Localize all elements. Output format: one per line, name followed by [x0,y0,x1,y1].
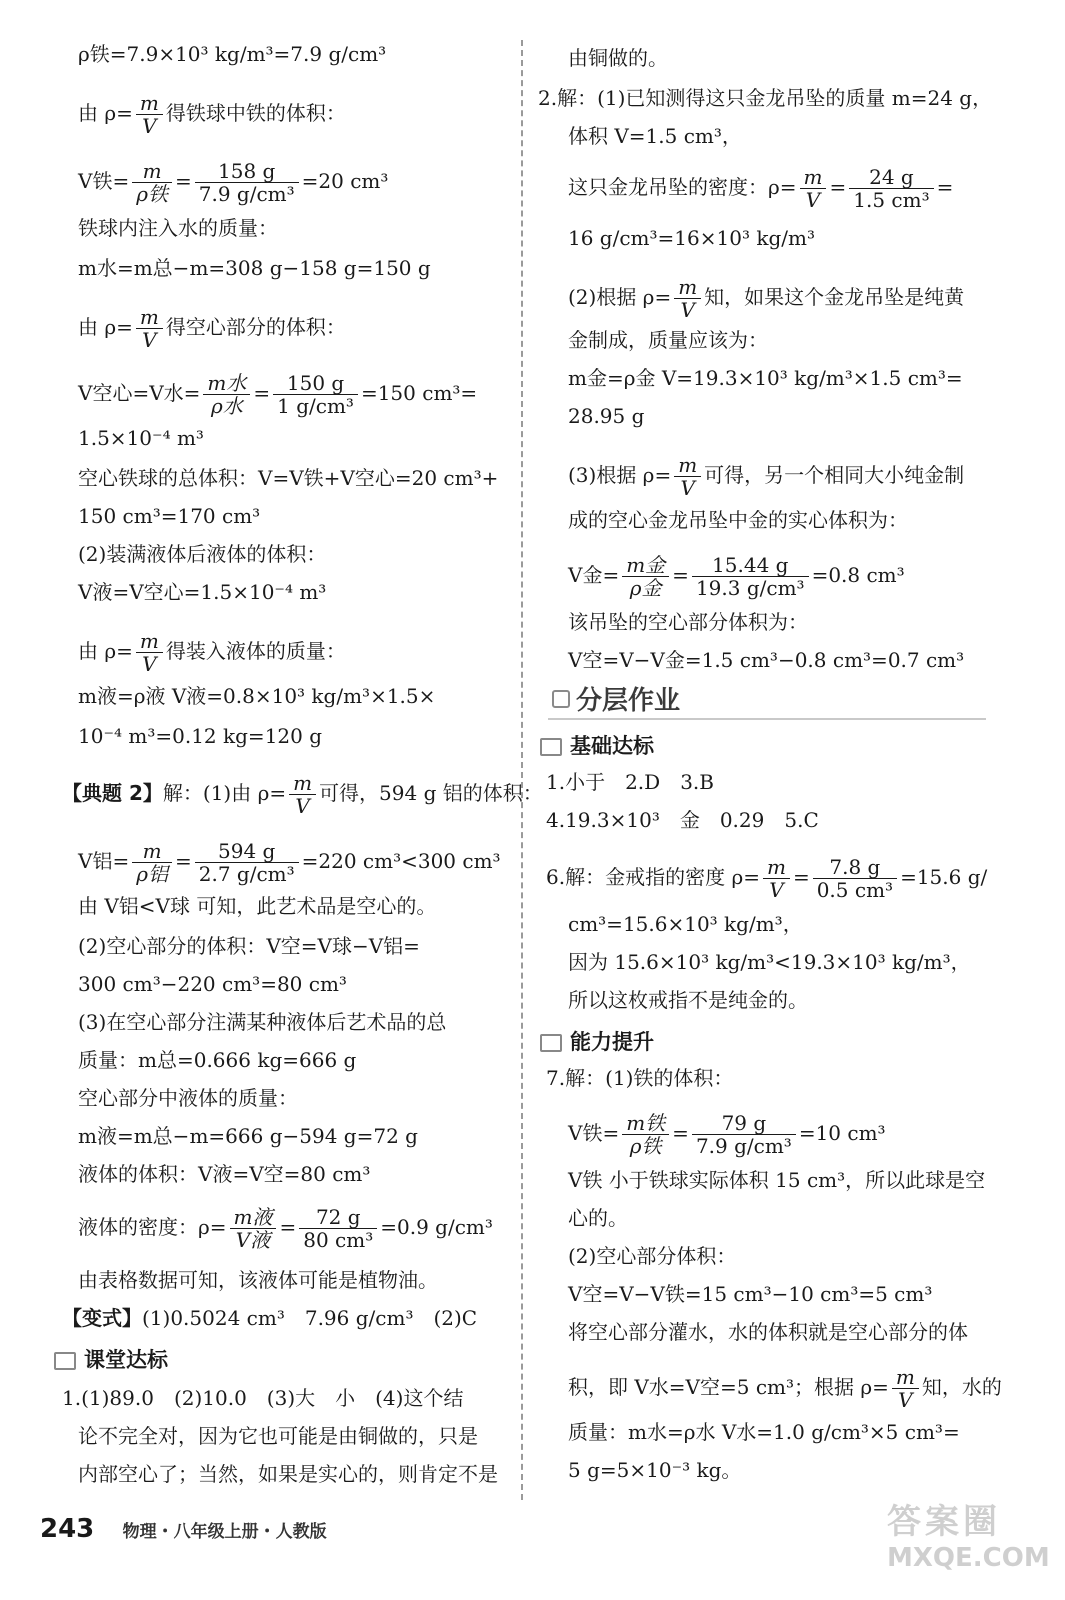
line-iron-volume: V铁= $\frac{m}{\text{ρ铁}}$ = $\frac{158 g}{\text{7.9 g/cm³}}$ =20 cm³ [78,159,389,206]
line-answers-4-5: 4.19.3×10³ 金 0.29 5.C [546,808,819,832]
line-part3: (3)在空心部分注满某种液体后艺术品的总 [78,1010,447,1034]
line-pendant-density-cont: 16 g/cm³=16×10³ kg/m³ [568,226,815,250]
line-answers-1-3: 1.小于 2.D 3.B [546,770,714,794]
line-hollow-part: (2)空心部分的体积：V空=V球−V铝= [78,934,420,958]
line-density-iron: ρ铁=7.9×10³ kg/m³=7.9 g/cm³ [78,42,387,66]
line-q7-water-mass-cont: 5 g=5×10⁻³ kg。 [568,1458,742,1482]
book-icon [54,1352,76,1370]
watermark-stamp: 答案圈 [887,1502,1001,1542]
line-ring-density-cont: cm³=15.6×10³ kg/m³， [568,912,803,936]
line-ring-compare: 因为 15.6×10³ kg/m³<19.3×10³ kg/m³， [568,950,971,974]
book-title: 物理・八年级上册・人教版 [122,1522,327,1542]
line-q1-cont1: 论不完全对，因为它也可能是由铜做的，只是 [78,1424,478,1448]
line-q7-hollow: 心的。 [568,1206,628,1230]
heading-basic: 基础达标 [540,730,654,760]
line-oil-conclusion: 由表格数据可知，该液体可能是植物油。 [78,1268,438,1292]
column-divider [521,40,523,1500]
line-water-mass: m水=m总−m=308 g−158 g=150 g [78,256,431,280]
line-variant: 【变式】(1)0.5024 cm³ 7.96 g/cm³ (2)C [62,1306,478,1330]
line-gold-mass-title: 金制成，质量应该为： [568,328,768,352]
heading-advanced: 能力提升 [540,1026,654,1056]
line-aluminum-volume: V铝= $\frac{m}{\text{ρ铝}}$ = $\frac{594 g}{\text{2.7 g/cm³}}$ =220 cm³<300 cm³ [78,839,501,886]
line-hollow-volume: V空心=V水= $\frac{\text{m水}}{\text{ρ水}}$ = $\frac{150 g}{\text{1 g/cm³}}$ =150 cm³= [78,371,478,418]
line-liquid-mass: m液=ρ液 V液=0.8×10³ kg/m³×1.5× [78,684,436,708]
fraction-rho-formula: $\frac{m}{V}$ [136,92,163,137]
line-by-formula-3: 由 ρ= $\frac{m}{V}$ 得装入液体的质量： [78,629,346,676]
line-hollow-pendant: V空=V−V金=1.5 cm³−0.8 cm³=0.7 cm³ [568,648,965,672]
line-q7-part2: (2)空心部分体积： [568,1244,737,1268]
line-water-mass-title: 铁球内注入水的质量： [78,216,278,240]
line-gold-volume: V金= $\frac{\text{m金}}{\text{ρ金}}$ = $\frac{15.44 g}{\text{19.3 g/cm³}}$ =0.8 cm³ [568,553,905,600]
line-q2-volume: 体积 V=1.5 cm³， [568,124,742,148]
line-q7-water: 将空心部分灌水，水的体积就是空心部分的体 [568,1320,968,1344]
line-total-mass: 质量：m总=0.666 kg=666 g [78,1048,357,1072]
line-q7-hollow-volume: V空=V−V铁=15 cm³−10 cm³=5 cm³ [568,1282,933,1306]
line-gold-mass: m金=ρ金 V=19.3×10³ kg/m³×1.5 cm³= [568,366,963,390]
line-liquid-volume-2: 液体的体积：V液=V空=80 cm³ [78,1162,371,1186]
section-title: 分层作业 [576,686,681,716]
line-gold-mass-cont: 28.95 g [568,404,645,428]
line-example2: 【典题 2】解：(1)由 ρ= $\frac{m}{V}$ 可得，594 g 铝的体积： [62,771,543,818]
page-footer [40,1514,327,1544]
line-q1: 1.(1)89.0 (2)10.0 (3)大 小 (4)这个结 [62,1386,464,1410]
line-total-volume-cont: 150 cm³=170 cm³ [78,504,261,528]
line-hollow-pendant-title: 该吊坠的空心部分体积为： [568,610,808,634]
line-q7-water-mass: 质量：m水=ρ水 V水=1.0 g/cm³×5 cm³= [568,1420,960,1444]
line-q7-iron-volume: V铁= $\frac{\text{m铁}}{\text{ρ铁}}$ = $\frac{79 g}{\text{7.9 g/cm³}}$ =10 cm³ [568,1111,886,1158]
line-liquid-mass-title: 空心部分中液体的质量： [78,1086,298,1110]
line-part2-title: (2)装满液体后液体的体积： [78,542,327,566]
line-q7-compare: V铁 小于铁球实际体积 15 cm³，所以此球是空 [568,1168,986,1192]
line-liquid-mass-cont: 10⁻⁴ m³=0.12 kg=120 g [78,724,323,748]
section-header [548,678,986,720]
watermark-logo [887,1494,1050,1586]
line-q1-cont2: 内部空心了；当然，如果是实心的，则肯定不是 [78,1462,498,1486]
line-q7: 7.解：(1)铁的体积： [546,1066,734,1090]
line-pendant-density: 这只金龙吊坠的密度：ρ= $\frac{m}{V}$ = $\frac{24 g}{\text{1.5 cm³}}$ = [568,165,954,212]
line-liquid-density: 液体的密度：ρ= $\frac{\text{m液}}{\text{V液}}$ = $\frac{72 g}{\text{80 cm³}}$ =0.9 g/cm³ [78,1205,493,1252]
line-solid-volume-title: 成的空心金龙吊坠中金的实心体积为： [568,508,908,532]
line-hollow-part-cont: 300 cm³−220 cm³=80 cm³ [78,972,347,996]
section-icon [552,690,570,708]
line-liquid-mass-2: m液=m总−m=666 g−594 g=72 g [78,1124,418,1148]
line-total-volume: 空心铁球的总体积：V=V铁+V空心=20 cm³+ [78,466,499,490]
arrow-up-icon [540,1034,562,1052]
line-ring-density: 6.解：金戒指的密度 ρ= $\frac{m}{V}$ = $\frac{7.8 g}{\text{0.5 cm³}}$ =15.6 g/ [546,855,988,902]
watermark-url: MXQE.COM [887,1543,1050,1573]
line-by-formula-2: 由 ρ= $\frac{m}{V}$ 得空心部分的体积： [78,305,346,352]
line-q7-water-volume: 积，即 V水=V空=5 cm³；根据 ρ= $\frac{m}{V}$ 知，水的 [568,1365,1002,1412]
line-liquid-volume: V液=V空心=1.5×10⁻⁴ m³ [78,580,327,604]
line-q2: 2.解：(1)已知测得这只金龙吊坠的质量 m=24 g， [538,86,993,110]
pencil-icon [540,738,562,756]
page-number: 243 [40,1514,95,1544]
line-hollow-volume-si: 1.5×10⁻⁴ m³ [78,426,204,450]
heading-classroom: 课堂达标 [54,1344,168,1374]
line-part2-gold: (2)根据 ρ= $\frac{m}{V}$ 知，如果这个金龙吊坠是纯黄 [568,275,965,322]
line-conclusion-hollow: 由 V铝<V球 可知，此艺术品是空心的。 [78,894,437,918]
line-by-formula-1: 由 ρ= $\frac{m}{V}$ 得铁球中铁的体积： [78,91,346,138]
line-ring-conclusion: 所以这枚戒指不是纯金的。 [568,988,808,1012]
line-copper: 由铜做的。 [568,46,668,70]
line-part3-gold: (3)根据 ρ= $\frac{m}{V}$ 可得，另一个相同大小纯金制 [568,453,965,500]
